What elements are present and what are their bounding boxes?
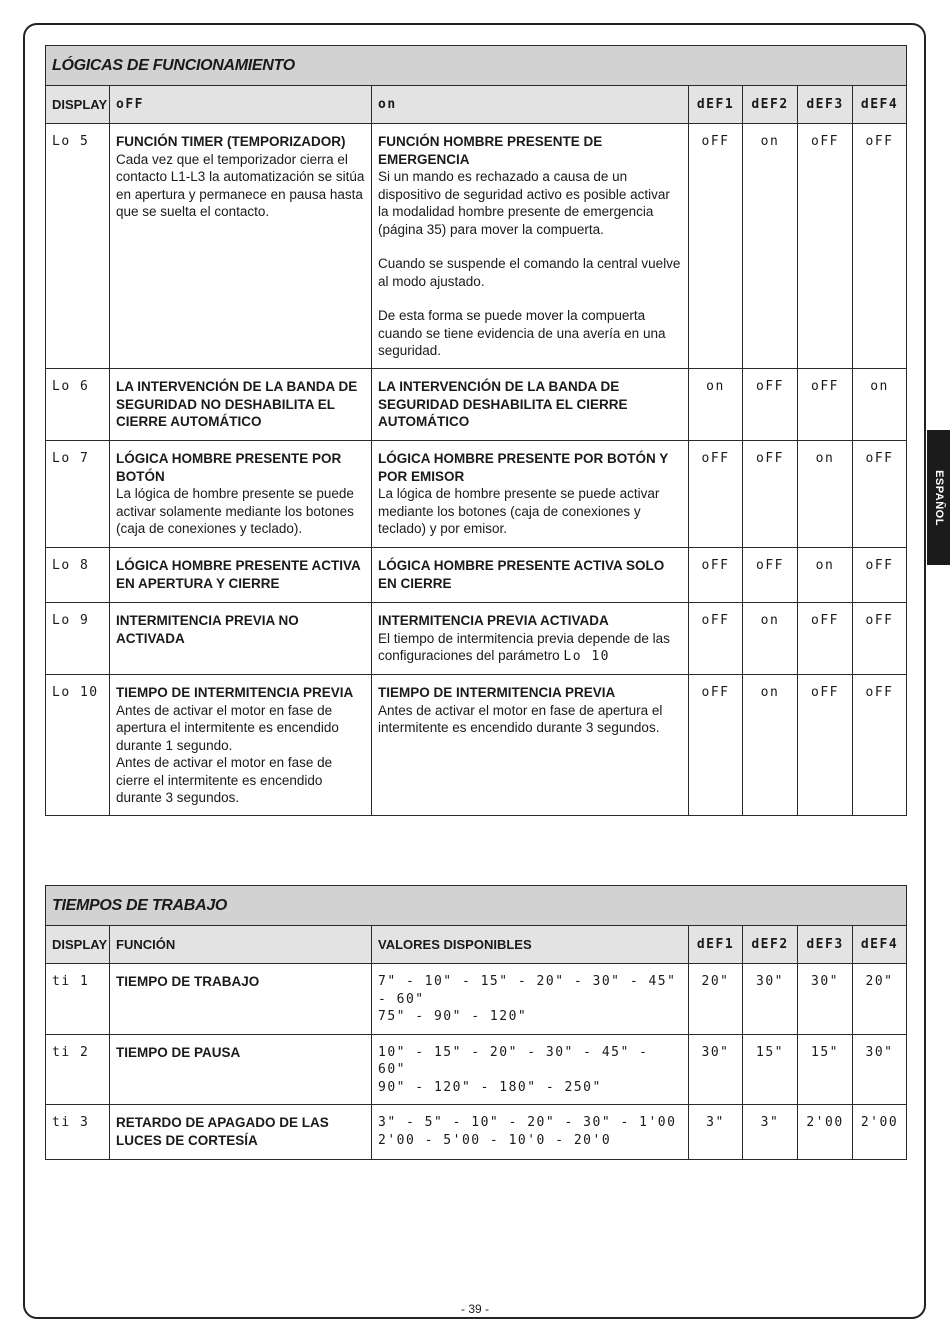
logicas-header-row	[46, 85, 907, 124]
page-number: - 39 -	[460, 1302, 489, 1316]
table-row	[46, 964, 907, 1035]
on-cell	[372, 603, 689, 675]
def1-value: 3"	[689, 1105, 743, 1160]
header-display: DISPLAY	[46, 925, 110, 964]
tiempos-title: TIEMPOS DE TRABAJO	[46, 886, 907, 926]
language-side-tab	[927, 430, 950, 565]
off-cell	[110, 124, 372, 369]
def1-value: oFF	[689, 675, 743, 816]
header-off: oFF	[110, 85, 372, 124]
header-def4: dEF4	[853, 85, 907, 124]
off-text: Cada vez que el temporizador cierra el contacto L1-L3 la automatización se sitúa en apertura y permanece en pausa hasta que se suelta el contacto.	[116, 151, 365, 219]
header-valores: VALORES DISPONIBLES	[372, 925, 689, 964]
def4-value: oFF	[853, 675, 907, 816]
valores-line: 10" - 15" - 20" - 30" - 45" - 60"	[378, 1044, 649, 1077]
header-funcion: FUNCIÓN	[110, 925, 372, 964]
def1-value: oFF	[689, 548, 743, 603]
def3-value: oFF	[798, 369, 853, 441]
header-display: DISPLAY	[46, 85, 110, 124]
on-title: FUNCIÓN HOMBRE PRESENTE DE EMERGENCIA	[378, 134, 603, 167]
on-text: De esta forma se puede mover la compuerta cuando se tiene evidencia de una avería en una seguridad.	[378, 308, 666, 358]
header-on: on	[372, 85, 689, 124]
off-text: Antes de activar el motor en fase de apertura el intermitente es encendido durante 1 segundo.	[116, 702, 339, 753]
display-code: Lo 9	[46, 603, 110, 675]
table-row	[46, 369, 907, 441]
def4-value: oFF	[853, 548, 907, 603]
on-cell	[372, 675, 689, 816]
tiempos-table	[45, 885, 907, 1160]
def1-value: oFF	[689, 441, 743, 548]
off-title: LA INTERVENCIÓN DE LA BANDA DE SEGURIDAD NO DESHABILITA EL CIERRE AUTOMÁTICO	[116, 379, 358, 429]
header-def4: dEF4	[853, 925, 907, 964]
on-title: LÓGICA HOMBRE PRESENTE ACTIVA SOLO EN CIERRE	[378, 558, 665, 591]
def2-value: on	[743, 675, 798, 816]
off-title: LÓGICA HOMBRE PRESENTE ACTIVA EN APERTURA Y CIERRE	[116, 558, 361, 591]
tiempos-title-row	[46, 886, 907, 926]
def3-value: oFF	[798, 124, 853, 369]
def2-value: 3"	[743, 1105, 798, 1160]
valores-cell	[372, 964, 689, 1035]
table-row	[46, 1034, 907, 1105]
on-text: El tiempo de intermitencia previa depende de las configuraciones del parámetro	[378, 630, 670, 663]
funcion-title: RETARDO DE APAGADO DE LAS LUCES DE CORTESÍA	[116, 1115, 329, 1148]
on-title: LÓGICA HOMBRE PRESENTE POR BOTÓN Y POR EMISOR	[378, 451, 669, 484]
logicas-title: LÓGICAS DE FUNCIONAMIENTO	[46, 46, 907, 86]
def2-value: 15"	[743, 1034, 798, 1105]
funcion-title: TIEMPO DE PAUSA	[116, 1044, 241, 1060]
display-code: Lo 6	[46, 369, 110, 441]
funcion-cell	[110, 1105, 372, 1160]
def2-value: oFF	[743, 369, 798, 441]
def4-value: 2'00	[853, 1105, 907, 1160]
table-row	[46, 675, 907, 816]
def3-value: 15"	[798, 1034, 853, 1105]
def1-value: 30"	[689, 1034, 743, 1105]
def2-value: on	[743, 124, 798, 369]
def3-value: on	[798, 548, 853, 603]
on-title: INTERMITENCIA PREVIA ACTIVADA	[378, 613, 609, 628]
def2-value: on	[743, 603, 798, 675]
funcion-cell	[110, 1034, 372, 1105]
def3-value: 30"	[798, 964, 853, 1035]
on-text: Antes de activar el motor en fase de apertura el intermitente es encendido durante 3 segundos.	[378, 702, 663, 735]
on-cell	[372, 124, 689, 369]
header-def1: dEF1	[689, 85, 743, 124]
display-code: Lo 8	[46, 548, 110, 603]
def2-value: 30"	[743, 964, 798, 1035]
logicas-title-row	[46, 46, 907, 86]
table-row	[46, 1105, 907, 1160]
language-label: ESPAÑOL	[932, 469, 945, 526]
valores-cell	[372, 1105, 689, 1160]
def4-value: 20"	[853, 964, 907, 1035]
off-title: INTERMITENCIA PREVIA NO ACTIVADA	[116, 613, 299, 646]
header-def1: dEF1	[689, 925, 743, 964]
on-text: Cuando se suspende el comando la central vuelve al modo ajustado.	[378, 256, 681, 289]
valores-line: 3" - 5" - 10" - 20" - 30" - 1'00	[378, 1115, 677, 1130]
def2-value: oFF	[743, 441, 798, 548]
def1-value: oFF	[689, 603, 743, 675]
display-code: ti 2	[46, 1034, 110, 1105]
table-row	[46, 548, 907, 603]
display-code: ti 1	[46, 964, 110, 1035]
off-title: LÓGICA HOMBRE PRESENTE POR BOTÓN	[116, 451, 342, 484]
def1-value: on	[689, 369, 743, 441]
on-title: TIEMPO DE INTERMITENCIA PREVIA	[378, 685, 616, 700]
header-def3: dEF3	[798, 925, 853, 964]
def4-value: oFF	[853, 124, 907, 369]
on-text: Si un mando es rechazado a causa de un dispositivo de seguridad activo es posible activar la modalidad hombre presente de emergencia (página 35) para mover la compuerta.	[378, 169, 670, 237]
header-def2: dEF2	[743, 85, 798, 124]
off-cell	[110, 675, 372, 816]
def3-value: oFF	[798, 675, 853, 816]
def2-value: oFF	[743, 548, 798, 603]
on-text-param: Lo 10	[563, 649, 611, 664]
on-cell	[372, 548, 689, 603]
valores-line: 90" - 120" - 180" - 250"	[378, 1079, 602, 1095]
display-code: ti 3	[46, 1105, 110, 1160]
off-cell	[110, 441, 372, 548]
def3-value: 2'00	[798, 1105, 853, 1160]
def3-value: oFF	[798, 603, 853, 675]
table-row	[46, 441, 907, 548]
def4-value: oFF	[853, 441, 907, 548]
table-row	[46, 603, 907, 675]
logicas-table	[45, 45, 907, 816]
on-title: LA INTERVENCIÓN DE LA BANDA DE SEGURIDAD DESHABILITA EL CIERRE AUTOMÁTICO	[378, 379, 628, 429]
def1-value: oFF	[689, 124, 743, 369]
valores-line: 7" - 10" - 15" - 20" - 30" - 45" - 60"	[378, 974, 677, 1007]
display-code: Lo 5	[46, 124, 110, 369]
table-row	[46, 124, 907, 369]
display-code: Lo 7	[46, 441, 110, 548]
on-text: La lógica de hombre presente se puede activar mediante los botones (caja de conexiones y teclado) y por emisor.	[378, 486, 660, 536]
off-title: FUNCIÓN TIMER (TEMPORIZADOR)	[116, 134, 346, 149]
off-cell	[110, 369, 372, 441]
off-text: La lógica de hombre presente se puede activar solamente mediante los botones (caja de conexiones y teclado).	[116, 486, 354, 536]
valores-cell	[372, 1034, 689, 1105]
valores-line: 2'00 - 5'00 - 10'0 - 20'0	[378, 1132, 612, 1148]
on-cell	[372, 369, 689, 441]
valores-line: 75" - 90" - 120"	[378, 1009, 528, 1024]
off-cell	[110, 548, 372, 603]
off-text: Antes de activar el motor en fase de cierre el intermitente es encendido durante 3 segundos.	[116, 755, 333, 805]
off-cell	[110, 603, 372, 675]
funcion-cell	[110, 964, 372, 1035]
def4-value: oFF	[853, 603, 907, 675]
header-def2: dEF2	[743, 925, 798, 964]
def4-value: 30"	[853, 1034, 907, 1105]
display-code: Lo 10	[46, 675, 110, 816]
off-title: TIEMPO DE INTERMITENCIA PREVIA	[116, 685, 354, 700]
on-cell	[372, 441, 689, 548]
tiempos-header-row	[46, 925, 907, 964]
def1-value: 20"	[689, 964, 743, 1035]
funcion-title: TIEMPO DE TRABAJO	[116, 974, 260, 989]
def4-value: on	[853, 369, 907, 441]
header-def3: dEF3	[798, 85, 853, 124]
def3-value: on	[798, 441, 853, 548]
